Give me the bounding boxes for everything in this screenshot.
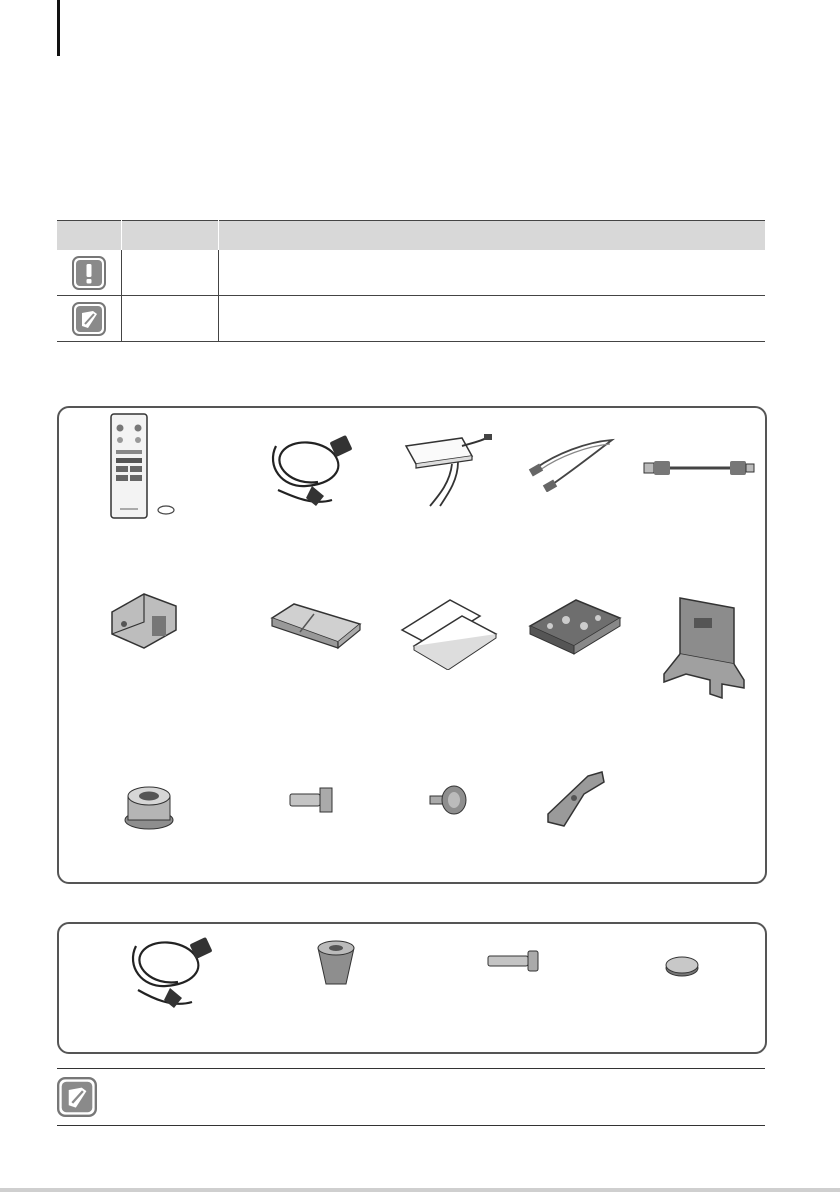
rubber-foot-icon — [122, 780, 176, 832]
caution-icon — [72, 256, 106, 290]
cable-holder-icon — [104, 586, 192, 654]
power-cord-icon — [262, 426, 360, 516]
note-icon — [72, 302, 106, 336]
legend-header-row — [57, 221, 765, 251]
legend-row-caution — [57, 250, 765, 296]
stand-foot-icon — [316, 938, 356, 990]
long-screw-icon — [486, 950, 544, 972]
note-row — [57, 1068, 765, 1126]
legend-header-icon — [57, 221, 122, 251]
cable-tie-icon — [268, 598, 364, 650]
note-icon — [57, 1077, 97, 1117]
page-bottom-strip — [0, 1188, 840, 1192]
legend-term-caution — [122, 250, 219, 296]
user-manual-icon — [398, 596, 500, 670]
remote-control-icon — [106, 412, 186, 520]
stand-bracket-icon — [656, 594, 748, 706]
hdmi-cable-icon — [526, 434, 622, 492]
thumb-screw-icon — [428, 782, 468, 816]
legend-term-note — [122, 296, 219, 342]
legend-meaning-caution — [219, 250, 766, 296]
holder-clip-icon — [544, 768, 608, 830]
page-edge-marker — [57, 0, 60, 56]
ac-adapter-icon — [400, 432, 496, 512]
legend-header-meaning — [219, 221, 766, 251]
wall-bracket-plate-icon — [526, 596, 624, 668]
legend-row-note — [57, 296, 765, 342]
legend-header-term — [122, 221, 219, 251]
legend-meaning-note — [219, 296, 766, 342]
power-cord-optional-icon — [122, 926, 218, 1018]
symbol-legend-table — [57, 220, 765, 342]
usb-cable-icon — [642, 456, 758, 482]
coin-battery-icon — [664, 954, 700, 978]
screw-icon — [288, 786, 334, 814]
